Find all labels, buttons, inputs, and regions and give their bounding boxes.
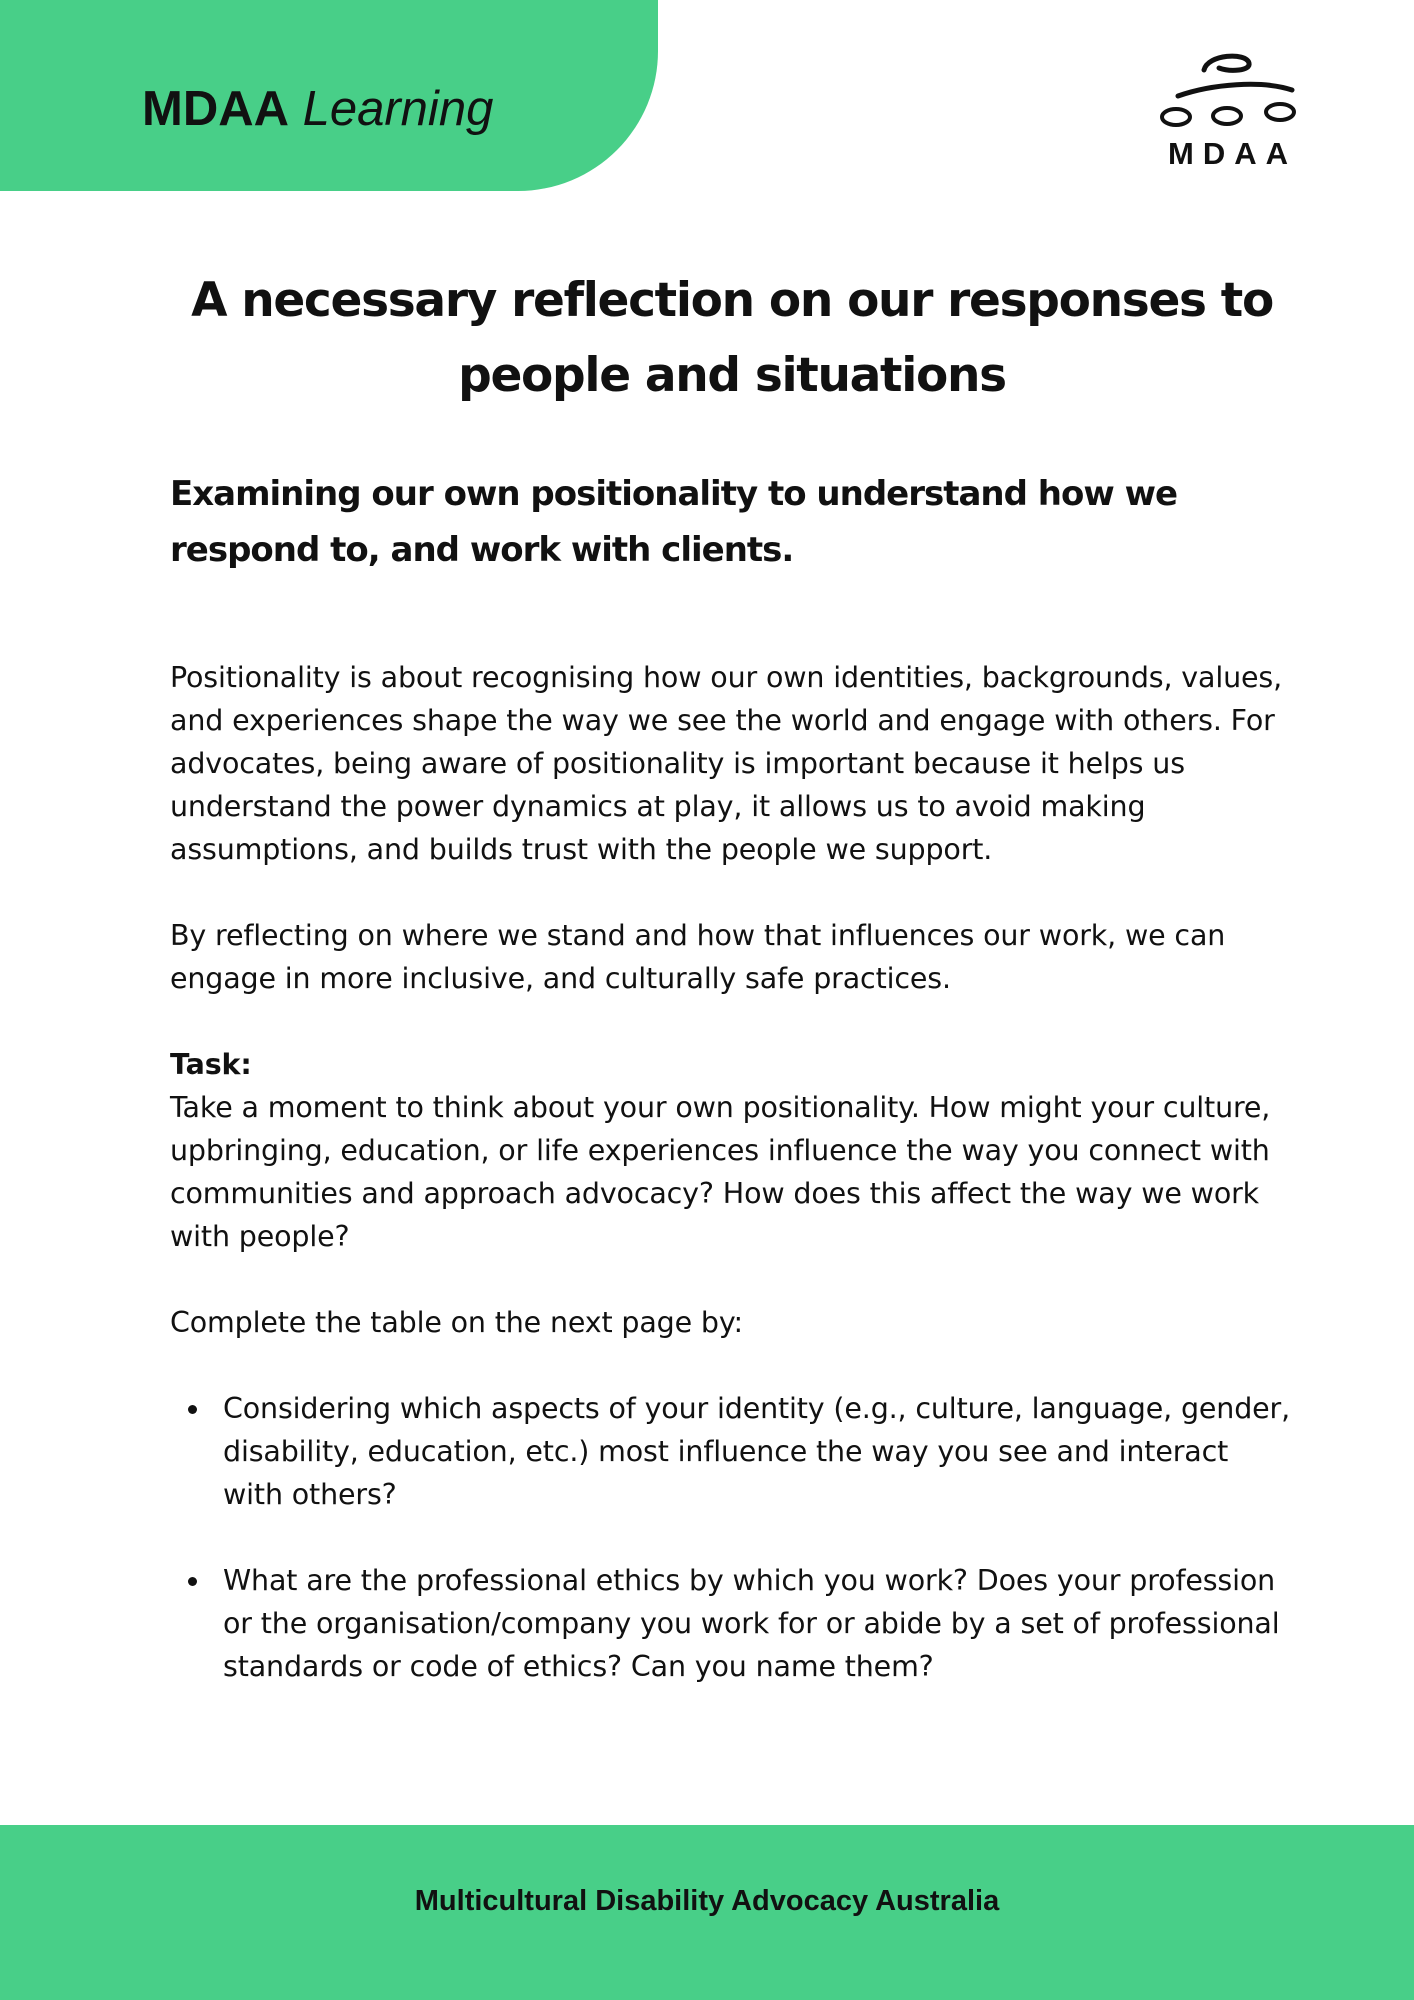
- task-text: Take a moment to think about your own positionality. How might your culture, upbringing, education, or life experiences influence the way you connect with communities and approach advocacy? How does this affect the way we work with people?: [170, 1091, 1271, 1253]
- footer-organisation-name: Multicultural Disability Advocacy Australia: [414, 1885, 1000, 1917]
- header-banner: [0, 0, 658, 191]
- page-title: A necessary reflection on our responses to people and situations: [191, 273, 1273, 403]
- instruction-text: Complete the table on the next page by:: [170, 1306, 743, 1339]
- list-item-text: What are the professional ethics by which you work? Does your profession or the organisation/company you work for or abide by a set of professional standards or code of ethics? Can you name them?: [223, 1564, 1280, 1683]
- bullet-dot-icon: [188, 1405, 197, 1414]
- list-item: [170, 1387, 1294, 1516]
- list-item-text: Considering which aspects of your identity (e.g., culture, language, gender, disability, education, etc.) most influence the way you see and interact with others?: [223, 1392, 1290, 1511]
- task-bullet-list: [170, 1387, 1294, 1688]
- mdaa-logo: [1152, 50, 1304, 174]
- task-section: [170, 1043, 1294, 1258]
- mdaa-logo-mark-icon: [1152, 50, 1304, 134]
- bullet-dot-icon: [188, 1577, 197, 1586]
- list-item: [170, 1559, 1294, 1688]
- body-content: [170, 656, 1294, 1731]
- brand-title-italic: Learning: [302, 82, 494, 136]
- intro-paragraph: Positionality is about recognising how our own identities, backgrounds, values, and experiences shape the way we see the world and engage with others. For advocates, being aware of positionality is important because it helps us understand the power dynamics at play, it allows us to avoid making assumptions, and builds trust with the people we support.: [170, 661, 1283, 866]
- footer-banner: [0, 1825, 1414, 2000]
- brand-title: [142, 78, 493, 140]
- reflection-paragraph: By reflecting on where we stand and how that influences our work, we can engage in more inclusive, and culturally safe practices.: [170, 919, 1226, 995]
- brand-title-bold: MDAA: [142, 82, 289, 136]
- page-subtitle: Examining our own positionality to understand how we respond to, and work with clients.: [170, 474, 1178, 570]
- logo-wordmark: MDAA: [1168, 136, 1297, 171]
- task-label: Task:: [170, 1048, 252, 1081]
